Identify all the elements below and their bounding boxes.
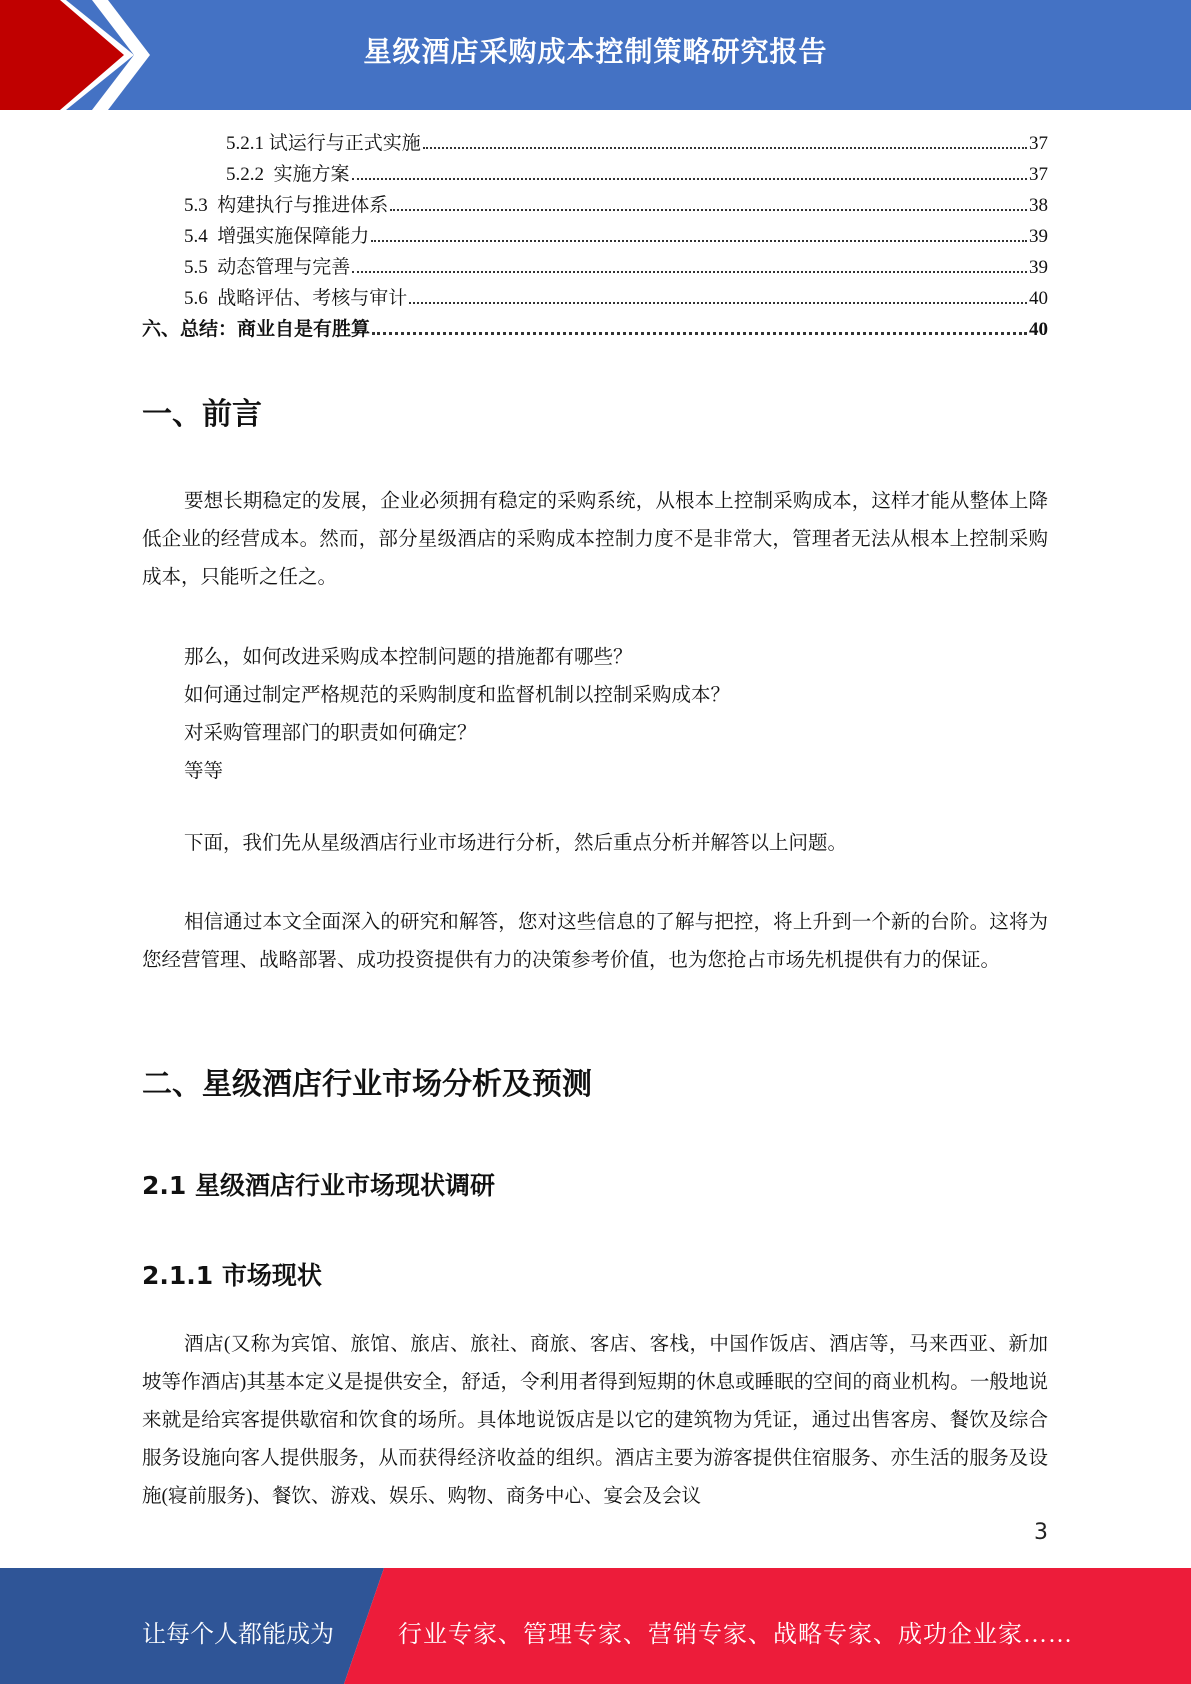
toc-entry-page: 37 [1029,164,1048,185]
section-heading-preface: 一、前言 [142,397,262,432]
toc-entry-page: 40 [1029,288,1048,309]
question-line: 那么，如何改进采购成本控制问题的措施都有哪些？ [184,647,633,668]
report-title: 星级酒店采购成本控制策略研究报告 [363,35,828,68]
toc-entry[interactable] [142,190,1048,221]
subsection-heading-2-1-1: 2.1.1 市场现状 [142,1261,322,1290]
question-line: 如何通过制定严格规范的采购制度和监督机制以控制采购成本？ [184,685,731,706]
toc-leader-dots [390,209,1027,211]
toc-leader-dots [352,178,1027,180]
section-heading-market-analysis: 二、星级酒店行业市场分析及预测 [142,1067,592,1102]
toc-entry-title: 六、总结：商业自是有胜算 [142,319,371,340]
toc-entry-page: 39 [1029,257,1048,278]
question-line: 等等 [184,761,224,782]
toc-entry[interactable] [142,314,1048,345]
toc-entry-page: 37 [1029,133,1048,154]
toc-entry-page: 38 [1029,195,1048,216]
question-line: 对采购管理部门的职责如何确定？ [184,723,477,744]
toc-entry[interactable] [142,159,1048,190]
preface-paragraph-1: 要想长期稳定的发展，企业必须拥有稳定的采购系统，从根本上控制采购成本，这样才能从整体上降低企业的经营成本。然而，部分星级酒店的采购成本控制力度不是非常大，管理者无法从根本上控制采购成本，只能听之任之。 [142,491,1048,588]
toc-leader-dots [409,302,1027,304]
page-number: 3 [1034,1520,1048,1545]
footer-slogan-right: 行业专家、管理专家、营销专家、战略专家、成功企业家…… [398,1622,1073,1648]
toc-entry-title: 5.5 动态管理与完善 [184,257,351,278]
preface-paragraph-3: 相信通过本文全面深入的研究和解答，您对这些信息的了解与把控，将上升到一个新的台阶。这将为您经营管理、战略部署、成功投资提供有力的决策参考价值，也为您抢占市场先机提供有力的保证。 [142,912,1048,971]
toc-entry-title: 5.2.2 实施方案 [226,164,350,185]
toc-entry-title: 5.6 战略评估、考核与审计 [184,288,408,309]
toc-leader-dots [372,332,1027,335]
page-footer [0,1568,1191,1684]
toc-leader-dots [352,271,1027,273]
footer-slogan-left: 让每个人都能成为 [142,1622,334,1648]
toc-entry-page: 40 [1029,319,1048,340]
toc-entry[interactable] [142,221,1048,252]
toc-entry-title: 5.3 构建执行与推进体系 [184,195,389,216]
toc-entry[interactable] [142,252,1048,283]
toc-entry-page: 39 [1029,226,1048,247]
page-header [0,0,1191,110]
toc-entry[interactable] [142,128,1048,159]
toc-entry-title: 5.2.1 试运行与正式实施 [226,133,421,154]
subsection-heading-2-1: 2.1 星级酒店行业市场现状调研 [142,1171,495,1200]
toc-entry[interactable] [142,283,1048,314]
market-status-paragraph: 酒店(又称为宾馆、旅馆、旅店、旅社、商旅、客店、客栈，中国作饭店、酒店等，马来西亚、新加坡等作酒店)其基本定义是提供安全，舒适，令利用者得到短期的休息或睡眠的空间的商业机构。一般地说来就是给宾客提供歇宿和饮食的场所。具体地说饭店是以它的建筑物为凭证，通过出售客房、餐饮及综合服务设施向客人提供服务，从而获得经济收益的组织。酒店主要为游客提供住宿服务、亦生活的服务及设施(寝前服务)、餐饮、游戏、娱乐、购物、商务中心、宴会及会议 [142,1334,1048,1507]
preface-paragraph-2: 下面，我们先从星级酒店行业市场进行分析，然后重点分析并解答以上问题。 [184,833,848,854]
toc-entry-title: 5.4 增强实施保障能力 [184,226,370,247]
table-of-contents [142,128,1048,345]
toc-leader-dots [423,147,1027,149]
toc-leader-dots [371,240,1027,242]
